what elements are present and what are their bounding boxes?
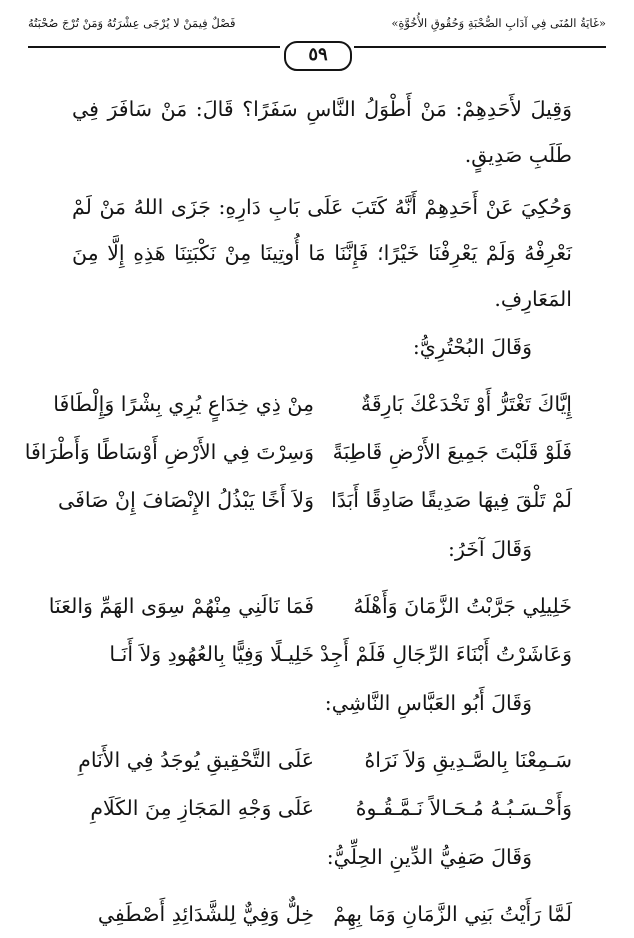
verse-first-hemistich: لَمَّا رَأَيْتُ بَنِي الزَّمَانِ وَمَا بِهِمْ bbox=[333, 902, 572, 926]
verse-second-hemistich: عَلَى وَجْهِ المَجَازِ مِنَ الكَلَامِ bbox=[90, 796, 314, 820]
verse-line bbox=[72, 630, 572, 678]
verse-second-hemistich: خَلِيـلًا وَفِيًّا بِالعُهُودِ وَلاَ أَنَـا bbox=[109, 642, 314, 666]
verse-second-hemistich: فَمَا نَالَنِي مِنْهُمْ سِوَى الهَمِّ وَالعَنَا bbox=[48, 594, 314, 618]
poet-intro-hilli: وَقَالَ صَفِيُّ الدِّينِ الحِلِّيُّ: bbox=[326, 845, 532, 869]
verse-first-hemistich: وَأَحْـسَـبُـهُ مُـحَـالاً نَـمَّـقُـوهُ bbox=[355, 796, 572, 820]
verse-second-hemistich: وَسِرْتَ فِي الأَرْضِ أَوْسَاطًا وَأَطْرَافَا bbox=[24, 440, 314, 464]
verse-first-hemistich: إِيَّاكَ تَغْتَرُّ أَوْ تَخْدَعْكَ بَارِقَةٌ bbox=[360, 392, 572, 416]
verse-first-hemistich: وَعَاشَرْتُ أَبْنَاءَ الرِّجَالِ فَلَمْ أَجِدْ bbox=[319, 642, 572, 666]
verse-first-hemistich: سَـمِعْنَا بِالصَّـدِيقِ وَلاَ نَرَاهُ bbox=[364, 748, 572, 772]
poet-intro-buhturi: وَقَالَ البُحْتُرِيُّ: bbox=[412, 335, 532, 359]
verse-line bbox=[72, 784, 572, 832]
verse-line bbox=[72, 890, 572, 938]
verse-second-hemistich: وَلاَ أَخًا يَبْذُلُ الإِنْصَافَ إِنْ صَافَى bbox=[58, 488, 314, 512]
paragraph-door-inscription: وَحُكِيَ عَنْ أَحَدِهِمْ أَنَّهُ كَتَبَ عَلَى بَابِ دَارِهِ: جَزَى اللهُ مَنْ لَمْ نَعْرِفْهُ وَلَمْ يَعْرِفْنَا خَيْرًا؛ فَإِنَّنَا مَا أُوتِينَا مِنْ نَكْبَتِنَا هَذِهِ إِلَّا مِنَ المَعَارِفِ. bbox=[72, 195, 572, 311]
verse-line bbox=[24, 428, 572, 476]
paragraph-traveler: وَقِيلَ لأَحَدِهِمْ: مَنْ أَطْوَلُ النَّاسِ سَفَرًا؟ قَالَ: مَنْ سَافَرَ فِي طَلَبِ صَدِيقٍ. bbox=[72, 97, 572, 167]
poet-intro-nashi: وَقَالَ أَبُو العَبَّاسِ النَّاشِي: bbox=[324, 691, 532, 715]
page-body bbox=[24, 86, 572, 938]
verse-second-hemistich: مِنْ ذِي خِدَاعٍ يُرِي بِشْرًا وَإِلْطَافَا bbox=[53, 392, 314, 416]
poet-intro-another: وَقَالَ آخَرُ: bbox=[448, 537, 532, 561]
verse-line bbox=[72, 736, 572, 784]
verse-line bbox=[58, 476, 572, 524]
verse-first-hemistich: فَلَوْ قَلَبْتَ جَمِيعَ الأَرْضِ قَاطِبَةً bbox=[332, 440, 572, 464]
page-number: ٥٩ bbox=[284, 41, 352, 71]
verse-line bbox=[53, 380, 572, 428]
header-rule-left bbox=[28, 46, 280, 48]
chapter-title: فَصْلٌ فِيمَنْ لا يُرْجَى عِشْرَتُهُ وَمَنْ تُرْجَ صُحْبَتُهُ bbox=[28, 16, 236, 30]
verse-line bbox=[48, 582, 572, 630]
verse-second-hemistich: عَلَى التَّحْقِيقِ يُوجَدُ فِي الأَنَامِ bbox=[78, 748, 314, 772]
header-rule-right bbox=[354, 46, 606, 48]
verse-first-hemistich: خَلِيلِي جَرَّبْتُ الزَّمَانَ وَأَهْلَهُ bbox=[353, 594, 572, 618]
verse-first-hemistich: لَمْ تَلْقَ فِيهَا صَدِيقًا صَادِقًا أَبَدًا bbox=[331, 488, 572, 512]
book-title: «غَايَةُ المُنَى فِي آدَابِ الصُّحْبَةِ وَحُقُوقِ الأُخُوَّةِ» bbox=[391, 16, 606, 30]
verse-second-hemistich: خِلٌّ وَفِيٌّ لِلشَّدَائِدِ أَصْطَفِي bbox=[97, 902, 314, 926]
